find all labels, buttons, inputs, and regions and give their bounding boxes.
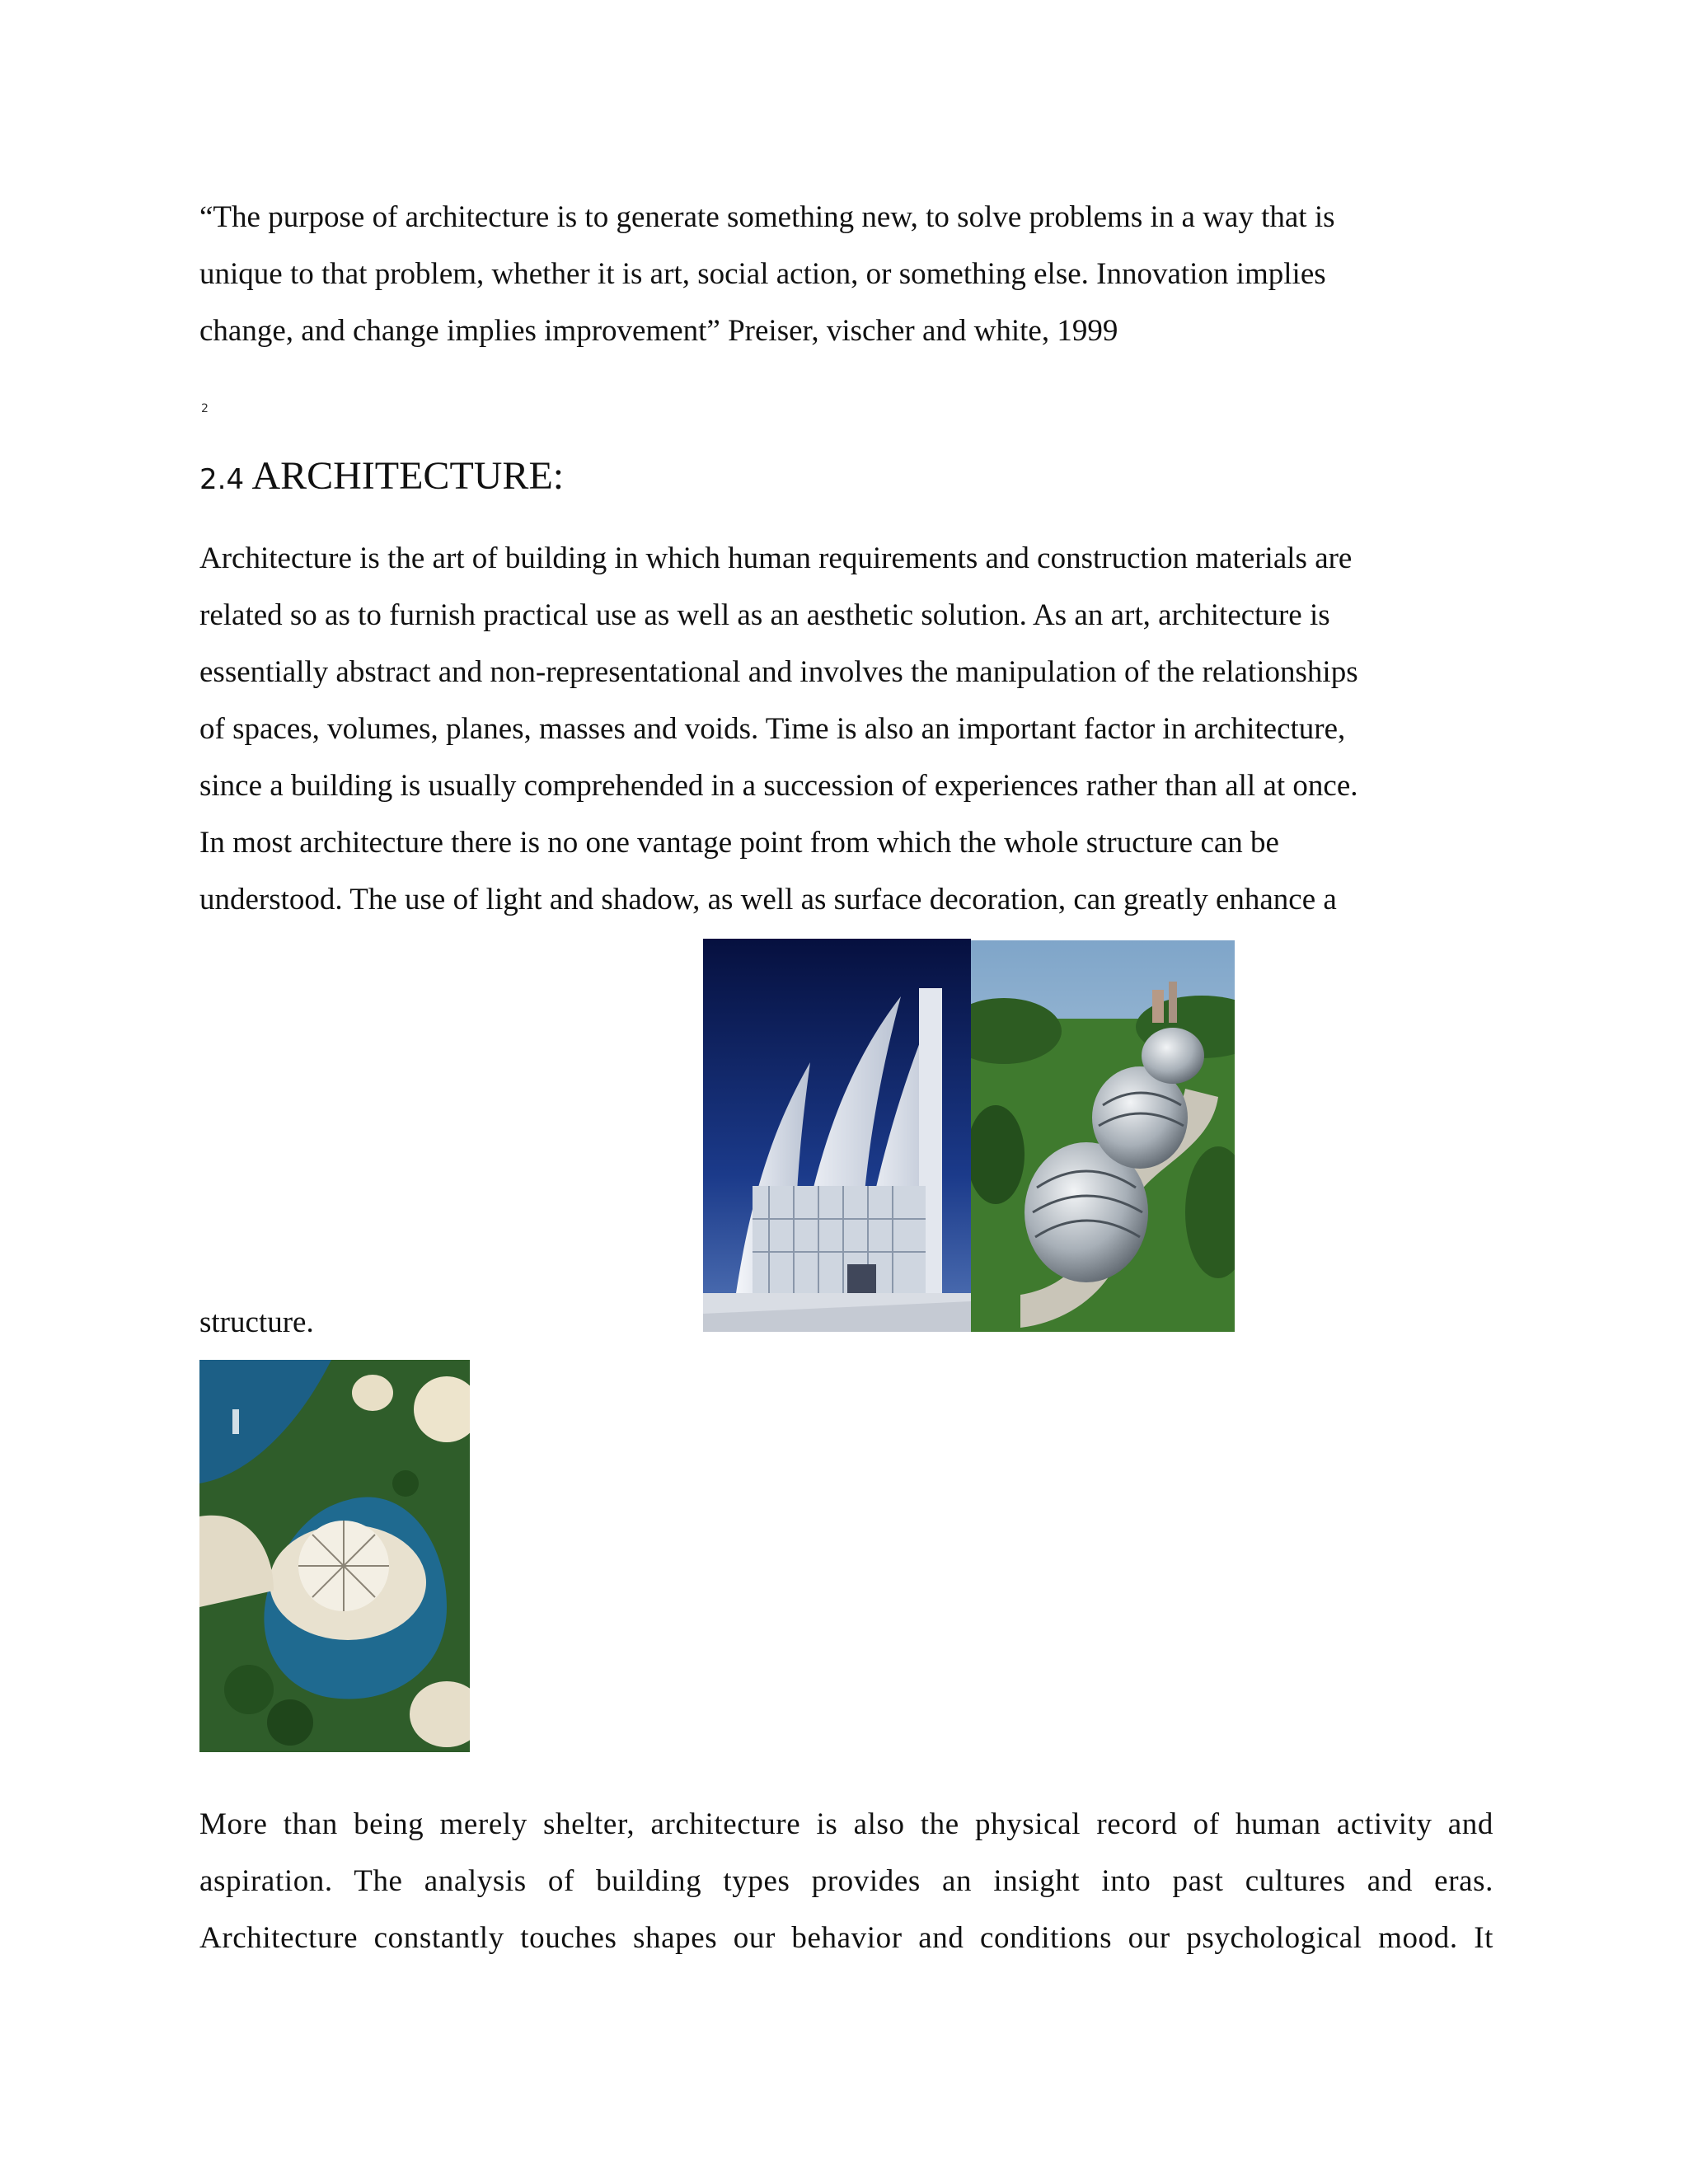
paragraph-trailing-word: structure. bbox=[199, 1305, 314, 1339]
section-title: ARCHITECTURE: bbox=[251, 454, 565, 498]
paragraph-line: essentially abstract and non-representational and involves the manipulation of the relationships bbox=[199, 655, 1358, 689]
paragraph-line: Architecture is the art of building in which human requirements and construction materials are bbox=[199, 541, 1353, 575]
paragraph-line: Architecture constantly touches shapes our behavior and conditions our psychological mood. It bbox=[199, 1921, 1493, 1955]
section-number: 2.4 bbox=[199, 463, 245, 496]
shell-buildings-photo bbox=[971, 940, 1235, 1332]
section-heading bbox=[199, 452, 564, 504]
paragraph-line: aspiration. The analysis of building types provides an insight into past cultures and eras. bbox=[199, 1864, 1493, 1898]
paragraph-line: of spaces, volumes, planes, masses and voids. Time is also an important factor in architecture, bbox=[199, 712, 1346, 746]
aerial-model-photo bbox=[199, 1360, 470, 1752]
architecture-paragraph bbox=[199, 530, 1485, 928]
shelter-paragraph bbox=[199, 1796, 1493, 1966]
quote-line: unique to that problem, whether it is art, social action, or something else. Innovation implies bbox=[199, 257, 1326, 291]
paragraph-line: understood. The use of light and shadow, as well as surface decoration, can greatly enhance a bbox=[199, 883, 1337, 916]
paragraph-line: related so as to furnish practical use as well as an aesthetic solution. As an art, architecture is bbox=[199, 598, 1330, 632]
quote-line: “The purpose of architecture is to generate something new, to solve problems in a way that is bbox=[199, 200, 1335, 234]
paragraph-line: In most architecture there is no one vantage point from which the whole structure can be bbox=[199, 826, 1279, 860]
paragraph-line: More than being merely shelter, architecture is also the physical record of human activity and bbox=[199, 1807, 1493, 1841]
sail-church-photo bbox=[703, 939, 971, 1332]
opening-quote bbox=[199, 189, 1452, 359]
quote-line: change, and change implies improvement” Preiser, vischer and white, 1999 bbox=[199, 314, 1118, 348]
footnote-marker: 2 bbox=[201, 402, 209, 415]
paragraph-line: since a building is usually comprehended in a succession of experiences rather than all at once. bbox=[199, 769, 1358, 803]
